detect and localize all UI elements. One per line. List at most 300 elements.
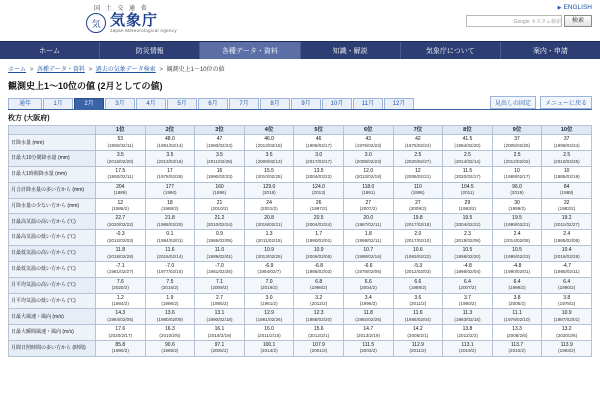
record-cell (343, 246, 393, 262)
record-value: 6.4 (563, 278, 571, 285)
record-value: 90.6 (165, 341, 175, 348)
record-date: (1978/02/10) (504, 316, 531, 322)
record-date: (1993/2) (558, 348, 576, 354)
record-value: 6.8 (315, 278, 323, 285)
record-cell (195, 277, 245, 293)
record-cell (195, 340, 245, 356)
row-label: 日最大風速・風向 (m/s) (9, 309, 96, 325)
record-date: (2011) (460, 190, 474, 196)
row-label: 日最大瞬間風速・風向 (m/s) (9, 325, 96, 341)
record-value: -4.7 (562, 262, 571, 269)
rank-header-5: 5位 (294, 126, 344, 135)
table-row (9, 135, 592, 151)
nav-item-guide[interactable]: 案内・申請 (532, 47, 568, 55)
record-date: (2013/02/18) (256, 142, 283, 148)
record-value: 2.3 (463, 231, 471, 238)
record-cell (195, 214, 245, 230)
record-value: 21 (216, 199, 223, 206)
tab-month-4[interactable]: 4月 (136, 98, 166, 109)
record-cell (145, 135, 195, 151)
record-value: 1.2 (116, 294, 124, 301)
record-cell (96, 309, 146, 325)
record-date: (1998/02/20) (454, 253, 481, 259)
record-cell (492, 167, 542, 183)
record-value: 97.1 (214, 341, 225, 348)
record-value: 6.4 (513, 278, 521, 285)
record-value: 13.8 (462, 326, 473, 333)
tab-month-3[interactable]: 3月 (105, 98, 135, 109)
page-title: 観測史上1〜10位の値 (2月としての値) (8, 81, 163, 91)
record-date: (2020/02/22) (107, 221, 134, 227)
row-label: 月平均気温の低い方から (℃) (9, 293, 96, 309)
record-date: (2001/2) (310, 348, 328, 354)
record-cell (195, 135, 245, 151)
record-cell (343, 293, 393, 309)
record-value: 14.3 (115, 310, 126, 317)
record-cell (244, 135, 294, 151)
record-date: (1985/02/06) (553, 237, 580, 243)
record-value: 3.5 (216, 152, 223, 159)
record-value: 13.5 (313, 168, 324, 175)
record-cell (195, 151, 245, 167)
breadcrumb-sep: > (88, 67, 93, 73)
record-date: (2019/2) (260, 285, 278, 291)
record-value: 42 (415, 136, 421, 143)
record-value: 19.5 (462, 215, 473, 222)
record-value: -7.1 (115, 262, 125, 269)
tab-month-5[interactable]: 5月 (167, 98, 197, 109)
record-value: 113.9 (560, 341, 573, 348)
table-row (9, 198, 592, 214)
record-cell (96, 246, 146, 262)
table-row (9, 167, 592, 183)
record-cell (393, 246, 443, 262)
table-row (9, 182, 592, 198)
record-cell (443, 230, 493, 246)
record-date: (2014/02/08) (504, 237, 531, 243)
record-cell (244, 293, 294, 309)
record-date: (1989) (113, 190, 127, 196)
record-date: (2020/02/17) (454, 174, 481, 180)
record-cell (542, 167, 592, 183)
record-cell (492, 151, 542, 167)
record-value: 48.0 (165, 136, 175, 143)
record-value: 12.0 (363, 168, 374, 175)
record-cell (145, 230, 195, 246)
row-label: 日最高気温の高い方から (℃) (9, 214, 96, 230)
record-cell (294, 277, 344, 293)
rank-header-1: 1位 (96, 126, 146, 135)
table-row (9, 246, 592, 262)
record-cell (244, 309, 294, 325)
record-cell (542, 277, 592, 293)
record-cell (393, 261, 443, 277)
record-cell (343, 261, 393, 277)
record-date: (2006/02/06) (305, 253, 332, 259)
record-cell (145, 167, 195, 183)
record-value: 10 (563, 168, 570, 175)
record-value: 6.6 (414, 278, 422, 285)
record-date: (1990/02/18) (206, 316, 233, 322)
tab-month-2[interactable]: 2月 (74, 98, 104, 109)
record-value: 10.9 (313, 247, 324, 254)
record-cell (492, 182, 542, 198)
record-value: 11.0 (214, 247, 225, 254)
record-date: (2007/2) (458, 285, 477, 291)
record-value: 112.9 (411, 341, 424, 348)
record-date: (2005/2) (210, 348, 229, 354)
record-date: (2011/02/27) (553, 221, 580, 227)
breadcrumb-current: 観測史上1〜10位の値 (166, 67, 225, 73)
record-date: (1991) (361, 190, 375, 196)
record-date: (1977/02/16) (156, 269, 183, 275)
record-value: 84 (563, 183, 570, 190)
record-value: 21.8 (165, 215, 175, 222)
record-cell (343, 167, 393, 183)
record-date: (2012/2/1) (308, 332, 330, 338)
record-cell (542, 182, 592, 198)
record-cell (542, 340, 592, 356)
record-value: 118.0 (362, 183, 375, 190)
search-input[interactable]: Google カスタム検索 (466, 15, 562, 27)
record-date: (2017/02/18) (404, 221, 431, 227)
rank-header-4: 4位 (244, 126, 294, 135)
record-cell (443, 261, 493, 277)
record-cell (492, 135, 542, 151)
record-cell (443, 277, 493, 293)
record-value: 13.1 (214, 310, 225, 317)
record-cell (96, 261, 146, 277)
record-date: (2019) (510, 190, 524, 196)
record-cell (294, 340, 344, 356)
record-cell (393, 309, 443, 325)
record-cell (294, 198, 344, 214)
record-date: (1995/02/23) (504, 253, 531, 259)
record-cell (393, 167, 443, 183)
record-cell (96, 198, 146, 214)
record-date: (1989/02/17) (305, 142, 332, 148)
record-date: (1975/02/24) (404, 142, 431, 148)
record-value: 3.0 (265, 294, 273, 301)
nav-item-disaster[interactable]: 防災情報 (100, 42, 200, 59)
record-date: (2020/2/6) (556, 332, 578, 338)
table-corner (9, 126, 96, 135)
record-cell (393, 151, 443, 167)
month-tabs (0, 96, 600, 109)
record-cell (294, 230, 344, 246)
record-value: 24 (266, 199, 272, 206)
record-value: 20.0 (363, 215, 374, 222)
record-cell (96, 182, 146, 198)
record-date: (1989/02/01) (206, 253, 233, 259)
record-date: (1989/2) (409, 285, 427, 291)
record-date: (2006/2/6) (506, 332, 528, 338)
ministry-label: 国 土 交 通 省 (94, 6, 149, 12)
record-cell (492, 246, 542, 262)
record-date: (1986/02/03) (305, 269, 332, 275)
table-row (9, 309, 592, 325)
record-date: (2019/2) (458, 348, 477, 354)
record-cell (244, 182, 294, 198)
record-date: (2005/2/1) (407, 332, 429, 338)
record-value: 29 (464, 199, 471, 206)
record-date: (1987/02/01) (553, 316, 580, 322)
records-table-wrap (0, 125, 600, 357)
record-value: 3.8 (513, 294, 521, 301)
record-value: 19.8 (412, 215, 423, 222)
record-value: 16.3 (165, 326, 175, 333)
record-date: (1980/2) (458, 300, 477, 306)
record-value: 204 (116, 183, 125, 190)
record-date: (1992/02/11) (107, 142, 134, 148)
record-value: 11.3 (462, 310, 473, 317)
record-date: (2012/02/03) (404, 269, 431, 275)
record-value: 3.0 (364, 152, 372, 159)
nav-item-about[interactable]: 気象庁について (401, 42, 501, 59)
record-value: 14.7 (363, 326, 374, 333)
record-date: (2011/2) (409, 348, 427, 354)
record-value: 11.8 (363, 310, 373, 317)
back-to-menu-button[interactable]: メニューに戻る (540, 96, 592, 109)
nav-item-home[interactable]: ホーム (0, 42, 100, 59)
record-date: (2010/2) (210, 206, 229, 212)
record-value: 27 (415, 199, 421, 206)
record-date: (2004/02/22) (305, 174, 332, 180)
record-cell (96, 214, 146, 230)
nav-item-data[interactable]: 各種データ・資料 (200, 42, 300, 59)
record-date: (1978/2) (558, 300, 576, 306)
record-value: 10.5 (462, 247, 473, 254)
search-button[interactable]: 検索 (564, 15, 592, 27)
record-date: (2020/2) (111, 285, 129, 291)
record-date: (1989/2) (161, 348, 179, 354)
record-cell (294, 261, 344, 277)
breadcrumb-item-2[interactable]: 過去の気象データ検索 (95, 67, 156, 73)
record-cell (443, 198, 493, 214)
record-value: 27 (365, 199, 372, 206)
record-date: (1980/02/09) (156, 316, 183, 322)
record-value: 12 (117, 199, 124, 206)
record-cell (393, 135, 443, 151)
record-date: (1998/2) (310, 285, 328, 291)
record-cell (195, 182, 245, 198)
agency-name-en: Japan Meteorological Agency (110, 28, 177, 33)
record-date: (1990) (163, 190, 177, 196)
agency-name-jp: 気象庁 (110, 12, 159, 29)
record-date: (2012/2) (310, 300, 328, 306)
record-value: 30 (514, 199, 520, 206)
record-cell (195, 325, 245, 341)
tab-month-1[interactable]: 1月 (43, 98, 73, 109)
tab-month-10[interactable]: 10月 (322, 98, 352, 109)
record-value: 17.5 (115, 168, 126, 175)
table-row (9, 325, 592, 341)
table-row (9, 230, 592, 246)
record-cell (443, 135, 493, 151)
record-date: (1990/2) (111, 348, 129, 354)
record-date: (2010/02/25) (553, 158, 580, 164)
nav-item-knowledge[interactable]: 知識・解説 (301, 42, 401, 59)
record-value: 16 (216, 168, 223, 175)
record-cell (492, 230, 542, 246)
record-value: 17 (167, 168, 173, 175)
record-cell (492, 277, 542, 293)
record-cell (294, 309, 344, 325)
record-date: (2005/02/25) (504, 142, 531, 148)
record-value: 1.9 (166, 294, 174, 301)
breadcrumb-item-0[interactable]: ホーム (8, 67, 27, 73)
record-date: (1978/02/28) (156, 174, 183, 180)
record-date: (2011/2/15) (257, 332, 281, 338)
record-date: (2017/02/10) (404, 237, 431, 243)
record-value: 7.1 (216, 278, 223, 285)
record-date: (1999/02/21) (504, 221, 531, 227)
record-cell (244, 261, 294, 277)
record-date: (2017/02/17) (305, 158, 332, 164)
record-date: (2013/02/25) (256, 253, 283, 259)
row-label: 月合計降水量の多い方から (mm) (9, 182, 96, 198)
record-cell (96, 167, 146, 183)
record-cell (492, 309, 542, 325)
record-cell (145, 277, 195, 293)
record-value: -7.0 (215, 262, 224, 269)
record-cell (492, 340, 542, 356)
tab-month-11[interactable]: 11月 (353, 98, 383, 109)
record-cell (244, 198, 294, 214)
table-row (9, 293, 592, 309)
record-value: 0.9 (216, 231, 223, 238)
record-value: 10.9 (561, 310, 572, 317)
breadcrumb (0, 59, 600, 76)
record-cell (96, 340, 146, 356)
record-date: (2012/02/03) (107, 237, 134, 243)
record-cell (244, 325, 294, 341)
rank-header-3: 3位 (195, 126, 245, 135)
record-date: (1981/02/26) (256, 316, 283, 322)
record-cell (542, 309, 592, 325)
record-value: 2.4 (513, 231, 521, 238)
record-cell (343, 182, 393, 198)
tab-month-7[interactable]: 7月 (229, 98, 259, 109)
record-value: 113.7 (510, 341, 524, 348)
record-cell (195, 230, 245, 246)
record-cell (145, 214, 195, 230)
record-date: (2003/2) (359, 348, 377, 354)
record-value: 41.5 (462, 136, 473, 143)
record-value: 10.4 (561, 247, 572, 254)
record-date: (1981/02/26) (206, 269, 233, 275)
record-date: (1994/02/20) (454, 142, 481, 148)
record-value: 11.6 (413, 310, 423, 317)
record-cell (294, 135, 344, 151)
record-value: 113.1 (461, 341, 474, 348)
record-date: (2011/02/15) (256, 237, 282, 243)
record-date: (1988) (560, 190, 574, 196)
record-date: (1979/02/23) (355, 142, 382, 148)
search-area (466, 15, 592, 27)
record-cell (96, 277, 146, 293)
row-label: 日最高気温の低い方から (℃) (9, 230, 96, 246)
record-value: 15.6 (313, 326, 324, 333)
record-value: 1.3 (265, 231, 273, 238)
record-date: (1987/02/11) (355, 221, 382, 227)
record-date: (1993/2) (458, 206, 477, 212)
record-cell (542, 214, 592, 230)
record-cell (343, 309, 393, 325)
tab-year[interactable]: 通年 (8, 98, 42, 109)
record-date: (1983/02/15) (454, 316, 481, 322)
record-value: 111.5 (362, 341, 375, 348)
record-value: -6.9 (264, 262, 274, 269)
record-cell (343, 325, 393, 341)
record-value: -4.8 (512, 262, 522, 269)
record-cell (343, 340, 393, 356)
tab-month-8[interactable]: 8月 (260, 98, 290, 109)
record-cell (343, 277, 393, 293)
record-cell (96, 293, 146, 309)
record-value: -7.0 (165, 262, 175, 269)
record-value: 46.0 (264, 136, 274, 143)
record-value: 96.0 (512, 183, 522, 190)
record-date: (1997/2) (310, 206, 328, 212)
record-date: (1991/02/14) (156, 142, 183, 148)
record-date: (1990/02/23) (206, 174, 233, 180)
record-value: 37 (563, 136, 570, 143)
record-value: 37 (514, 136, 520, 143)
record-date: (2016/02/20) (107, 158, 134, 164)
record-value: 104.5 (461, 183, 474, 190)
record-cell (145, 261, 195, 277)
record-date: (2006/02/21) (404, 174, 431, 180)
record-date: (1992/02/25) (355, 316, 382, 322)
record-date: (1990/02/01) (504, 269, 531, 275)
record-value: 16.1 (214, 326, 225, 333)
english-link[interactable]: ▶ ENGLISH (558, 4, 592, 11)
row-label: 日最大1時間降水量 (mm) (9, 167, 96, 183)
rank-header-7: 7位 (393, 126, 443, 135)
record-value: 13.3 (512, 326, 522, 333)
record-date: (2016/2) (161, 285, 179, 291)
record-value: 7.5 (166, 278, 174, 285)
breadcrumb-item-1[interactable]: 各種データ・資料 (36, 67, 85, 73)
table-row (9, 277, 592, 293)
record-date: (2011/2) (409, 300, 427, 306)
record-cell (443, 309, 493, 325)
record-cell (542, 151, 592, 167)
record-date: (1996/2) (359, 300, 377, 306)
tab-month-6[interactable]: 6月 (198, 98, 228, 109)
record-cell (294, 214, 344, 230)
record-value: 110 (413, 183, 422, 190)
record-date: (1983/2) (558, 206, 576, 212)
record-cell (96, 325, 146, 341)
record-date: (2008/02/23) (355, 158, 382, 164)
record-value: 3.5 (265, 152, 273, 159)
row-label: 日最低気温の高い方から (℃) (9, 246, 96, 262)
record-cell (443, 214, 493, 230)
record-cell (393, 198, 443, 214)
record-date: (1990/02/23) (206, 142, 233, 148)
record-date: (2004/02/22) (454, 221, 481, 227)
record-date: (1985/02/11) (553, 269, 580, 275)
tab-month-12[interactable]: 12月 (384, 98, 414, 109)
pin-header-button[interactable]: 見出しの固定 (490, 96, 536, 109)
global-nav (0, 41, 600, 59)
record-date: (2001/2) (260, 206, 278, 212)
record-date: (2005/2) (508, 300, 526, 306)
tab-month-9[interactable]: 9月 (291, 98, 321, 109)
record-value: 11.5 (462, 168, 473, 175)
